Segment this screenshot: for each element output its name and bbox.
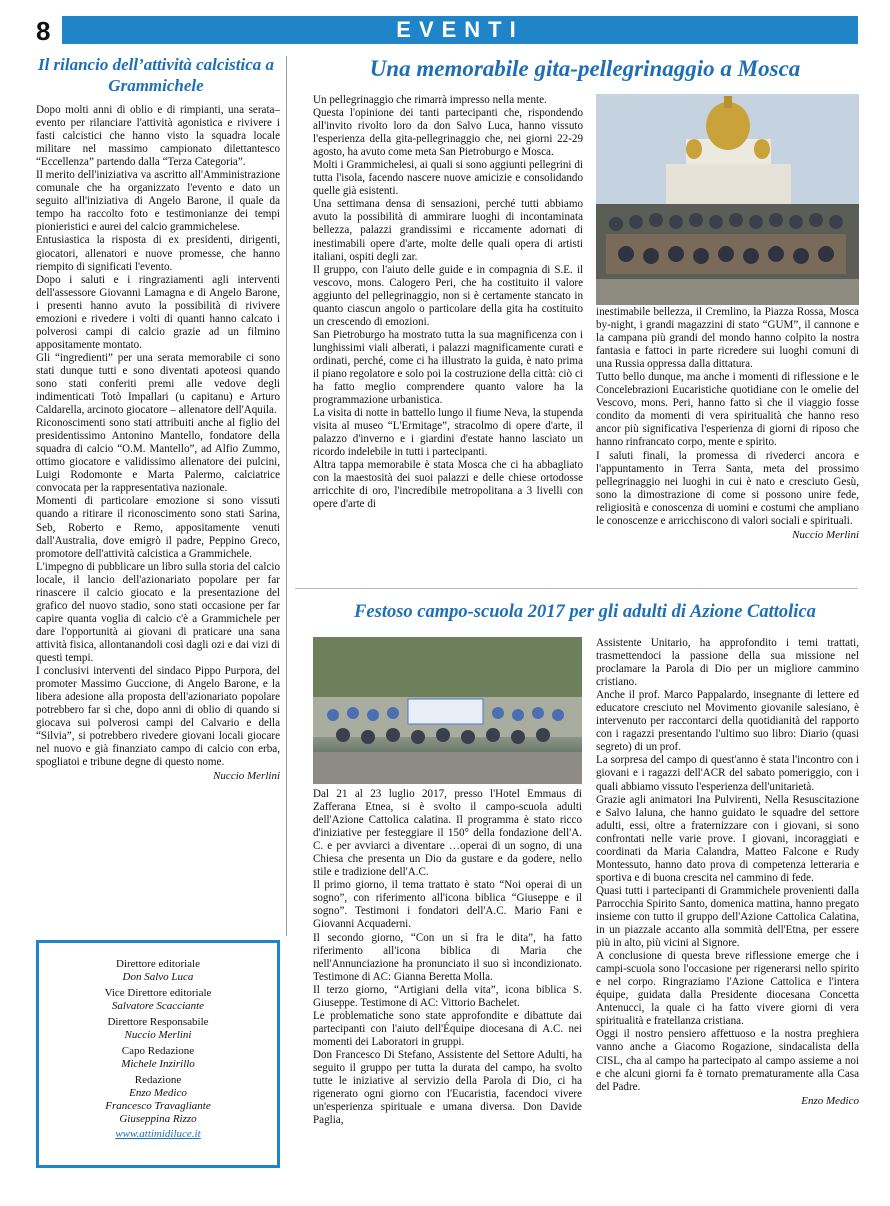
mosca-article-paragraph: Molti i Grammichelesi, ai quali si sono aggiunti pellegrini di tutta l'isola, facendo nascere nuove amicizie e consolidando quelle già esistenti. — [313, 159, 583, 198]
mosca-article-title: Una memorabile gita-pellegrinaggio a Mosca — [369, 56, 801, 81]
campo-article-paragraph: Dal 21 al 23 luglio 2017, presso l'Hotel Emmaus di Zafferana Etnea, si è svolto il campo-scuola adulti dell'Azione Cattolica calatina. Il programma è stato ricco d'iniziative per festeggiare il 150° della fondazione dell'A. C. e per avviarci a diventare …operai di un sogno, di una Chiesa che presenta un Dio da gustare e da godere, nello stile e tradizione dell'A.C. — [313, 788, 582, 879]
section-separator — [295, 588, 858, 589]
campo-article-paragraph: Grazie agli animatori Ina Pulvirenti, Nella Resuscitazione e Salvo Ialuna, che hanno guidato le squadre del settore adulti, essi, oltre a fraternizzare con i giovani, si sono confrontati nelle varie prove. I giovani, incoraggiati e coordinati da Maria Calandra, Matteo Falcone e Rudy Montessuto, hanno dato prova di competenza letteraria e sportiva e di buona crescita nel cammino di fede. — [596, 793, 859, 884]
masthead-name: Salvatore Scacciante — [111, 1000, 205, 1012]
moscow-group-photo — [596, 94, 859, 305]
left-article-paragraph: L'impegno di pubblicare un libro sulla storia del calcio locale, il lancio dell'azionariato popolare per far rinascere il calcio giocato e la presentazione del grafico del nuovo stadio, sono stati occasione per far capire quanta voglia di calcio c'è a Grammichele per dare l'opportunità ai giovani di praticare una sana attività fisica, allontanandoli così dagli ozi e dai vizi di questi tempi. — [36, 560, 280, 664]
masthead-role: Vice Direttore editoriale — [104, 987, 212, 999]
left-article-paragraph: Dopo molti anni di oblio e di rimpianti, una serata–evento per rilanciare l'attività agonistica e rivivere i fasti calcistici che hanno visto la squadra locale militare nel massimo campionato dilettantesco “Eccellenza” partendo dalla “Terza Categoria”. — [36, 104, 280, 169]
campo-article-paragraph: Don Francesco Di Stefano, Assistente del Settore Adulti, ha seguito il gruppo per tutta la durata del campo, ha svolto tutte le iniziative al servizio della Parola di Dio, ci ha rigenerato ogni giorno con l'Eucaristia, facendoci vivere un'esperienza spirituale e umana diversa. Don Davide Paglia, — [313, 1048, 582, 1127]
mosca-article-paragraph: Il gruppo, con l'aiuto delle guide e in compagnia di S.E. il vescovo, mons. Calogero Peri, che ha costituito il valore aggiunto del pellegrinaggio, non si è certamente stancato in quanto ciascun angolo o particolare della gita ha costituito un crescendo di emozioni. — [313, 263, 583, 328]
masthead-name: Enzo Medico — [129, 1087, 187, 1099]
campo-article-paragraph: A conclusione di questa breve riflessione emerge che i campi-scuola sono l'occasione per rigenerarsi nello spirito e nel corpo. Ringraziamo l'Azione Cattolica e l'intera équipe, guidata dalla Presidente diocesana Concetta Antenucci, la quale ci ha fatto vivere giorni di vera spiritualità e fratellanza cristiana. — [596, 950, 859, 1028]
mosca-article-paragraph: San Pietroburgo ha mostrato tutta la sua magnificenza con i lunghissimi viali alberati, i palazzi magnificamente curati e ordinati, perché, come ci ha illustrato la guida, è nato prima il piano regolatore e solo poi la costruzione della città: ciò ci ha fatto meglio comprendere quanto valore ha la programmazione urbanistica. — [313, 328, 583, 407]
campo-article-column-1 — [313, 788, 582, 1127]
mosca-article-paragraph: La visita di notte in battello lungo il fiume Neva, la stupenda visita al museo “L'Ermitage”, stracolmo di opere d'arte, il palazzo d'inverno e i giardini d'estate hanno lasciato un ricordo indelebile in tutti i partecipanti. — [313, 407, 583, 459]
campo-article-paragraph: La sorpresa del campo di quest'anno è stata l'incontro con i giovani e i ragazzi dell'ACR del sabato pomeriggio, con i quali abbiamo vissuto l'esperienza dell'unitarietà. — [596, 754, 859, 793]
column-divider — [286, 56, 287, 936]
campo-article-paragraph: Il primo giorno, il tema trattato è stato “Noi operai di un sogno”, con riferimento all'icona biblica “Giuseppe e il sogno”. Testimoni i fondatori dell'A.C. Mario Fani e Giovanni Acquaderni. — [313, 879, 582, 931]
campo-article-paragraph: Le problematiche sono state approfondite e dibattute dai partecipanti con l'aiuto dell'Équipe diocesana di A.C. nei momenti dei Laboratori in gruppi. — [313, 1009, 582, 1048]
page-number: 8 — [36, 16, 51, 46]
left-article-author: Nuccio Merlini — [213, 770, 280, 783]
mosca-article-paragraph: Questa l'opinione dei tanti partecipanti che, rispondendo all'invito rivolto loro da don Salvo Luca, hanno vissuto l'esperienza della gita-pellegrinaggio che, nei giorni 22-29 agosto, ha avuto come meta San Pietroburgo e Mosca. — [313, 107, 583, 159]
campo-scuola-group-photo — [313, 637, 582, 784]
left-article-title: Il rilancio dell’attività calcistica a Grammichele — [37, 55, 275, 95]
section-title: EVENTI — [396, 17, 524, 42]
masthead-name: Michele Inzirillo — [121, 1058, 195, 1070]
campo-article-paragraph: Anche il prof. Marco Pappalardo, insegnante di lettere ed educatore cresciuto nel Movimento giovanile salesiano, è intervenuto per raccontarci della quotidianità del rapporto con i ragazzi presentando l'ultimo suo libro: Diario (quasi segreto) di un prof. — [596, 689, 859, 754]
masthead-name: Nuccio Merlini — [124, 1029, 192, 1041]
masthead-role: Direttore Responsabile — [107, 1016, 209, 1028]
mosca-article-author: Nuccio Merlini — [792, 528, 859, 541]
masthead-name: Francesco Travagliante — [105, 1100, 211, 1112]
left-article-paragraph: I conclusivi interventi del sindaco Pippo Purpora, del promoter Massimo Guccione, di Angelo Barone, e la libera adesione alla proposta dell'azionariato popolare potrebbero far sì che, dopo anni di oblio di quando si giocava sui polverosi campi del Calvario e della “Silvia”, si potrebbero rivedere giovani locali giocare nel nuovo e già finanziato campo di calcio con erba, spogliatoi e tribune degne di questo nome. — [36, 665, 280, 769]
left-article-paragraph: Gli “ingredienti” per una serata memorabile ci sono stati dunque tutti e sono diventati apoteosi quando sono stati conferiti premi alle vedove degli indimenticati Totò Impallari (u capitanu) e Arturo Caldarella, arcinoto giocatore – allenatore dell'Aquila. — [36, 351, 280, 417]
mosca-article-paragraph: Un pellegrinaggio che rimarrà impresso nella mente. — [313, 94, 547, 106]
website-link[interactable]: www.attimidiluce.it — [115, 1128, 201, 1140]
masthead-role: Redazione — [134, 1074, 182, 1086]
campo-article-title: Festoso campo-scuola 2017 per gli adulti di Azione Cattolica — [354, 602, 816, 622]
left-article-paragraph: Il merito dell'iniziativa va ascritto all'Amministrazione comunale che ha organizzato l'evento e dato un seguito all'iniziativa di Angelo Barone, il quale da tempo ha raccolto foto e testimonianze dei tempi pionieristici e aurei del calcio grammichelese. — [36, 169, 280, 234]
masthead-name: Don Salvo Luca — [122, 971, 194, 983]
mosca-article-paragraph: Una settimana densa di sensazioni, perché tutti abbiamo avuto la possibilità di ammirare luoghi di incontaminata bellezza, palazzi grandissimi e riccamente adornati di inestimabili opere d'arte, molte delle quali opera di artisti italiani, ospiti degli zar. — [313, 198, 583, 263]
left-article-paragraph: Entusiastica la risposta di ex presidenti, dirigenti, giocatori, allenatori e nuove promesse, che hanno riempito di significati l'evento. — [36, 234, 280, 273]
mosca-article-paragraph: Tutto bello dunque, ma anche i momenti di riflessione e le Concelebrazioni Eucaristiche quotidiane con le omelie del Vescovo, mons. Peri, hanno fatto sì che il viaggio fosse condito da momenti di vera spiritualità che hanno reso ancor più significativa l'esperienza di giorni di riposo che hanno rinfrancato corpo, mente e spirito. — [596, 371, 859, 449]
masthead-role: Capo Redazione — [121, 1045, 195, 1057]
mosca-article-paragraph: I saluti finali, la promessa di rivederci ancora e l'appuntamento in Terra Santa, meta del prossimo pellegrinaggio nei luoghi in cui è nato e cresciuto Gesù, sono la dimostrazione di come si possono unire fede, religiosità e conoscenza di uomini e costumi che ampliano le conoscenze e arricchiscono di valori sociali e spirituali. — [596, 449, 859, 527]
left-article-paragraph: Riconoscimenti sono stati attribuiti anche al figlio del presidentissimo Antonino Mantello, fondatore della squadra di calcio “O.M. Mantello”, ad Alfio Zummo, ottimo giocatore e validissimo allenatore dei pulcini, Luigi Rodomonte e Marta Palermo, calciatrice convocata per la rappresentativa nazionale. — [36, 417, 280, 495]
campo-article-paragraph: Il terzo giorno, “Artigiani della vita”, icona biblica S. Giuseppe. Testimone di AC: Vittorio Bachelet. — [313, 983, 582, 1009]
masthead-box — [36, 940, 280, 1168]
left-article-body — [36, 104, 280, 783]
campo-article-author: Enzo Medico — [801, 1094, 859, 1107]
campo-article-paragraph: Assistente Unitario, ha approfondito i temi trattati, trasmettendoci la passione della sua missione nel proclamare la Parola di Dio per un migliore cammino cristiano. — [596, 637, 859, 689]
left-article-paragraph: Dopo i saluti e i ringraziamenti agli interventi dell'assessore Giovanni Lamagna e di Angelo Barone, i presenti hanno avuto la possibilità di rivivere emozioni e rivedere i volti di quanti hanno calcato i polverosi campi di calcio grazie ad un filmino appositamente montato. — [36, 273, 280, 351]
campo-article-paragraph: Il secondo giorno, “Con un sì fra le dita”, ha fatto riferimento all'icona biblica di Maria che nell'Annunciazione ha pronunciato il suo sì incondizionato. Testimone di AC: Gianna Beretta Molla. — [313, 931, 582, 983]
mosca-article-paragraph: inestimabile bellezza, il Cremlino, la Piazza Rossa, Mosca by-night, i grandi magazzini di stato “GUM”, il cannone e la campana più grandi del mondo hanno colpito la nostra fantasia e fattoci in parte ricredere sui luoghi comuni di una Russia oppressa dalla dittatura. — [596, 306, 859, 371]
campo-article-column-2 — [596, 637, 859, 1108]
campo-article-paragraph: Oggi il nostro pensiero affettuoso e la nostra preghiera vanno anche a Giacomo Rogazione, sindacalista della CISL, cha al campo ha partecipato al campo assieme a noi e che alcuni giorni fa è tornato prematuramente alla Casa del Padre. — [596, 1028, 859, 1093]
masthead-name: Giuseppina Rizzo — [119, 1113, 197, 1125]
mosca-article-column-2 — [596, 306, 859, 542]
campo-article-paragraph: Quasi tutti i partecipanti di Grammichele provenienti dalla Parrocchia Spirito Santo, domenica mattina, hanno pregato insieme con tutto il gruppo dell'Azione Cattolica Calatina, in un piazzale accanto alla sommità dell'Etna, per essere più in alto, più vicini al Signore. — [596, 884, 859, 950]
section-header-bar — [62, 16, 858, 44]
left-article-paragraph: Momenti di particolare emozione si sono vissuti quando a ritirare il riconoscimento sono stati Sarina, Seb, Roberto e Remo, appositamente venuti dall'Australia, dove emigrò il padre, Peppino Greco, promotore dell'attività calcistica a Grammichele. — [36, 495, 280, 560]
mosca-article-column-1 — [313, 94, 583, 512]
masthead-role: Direttore editoriale — [116, 958, 200, 970]
mosca-article-paragraph: Altra tappa memorabile è stata Mosca che ci ha abbagliato con la maestosità dei suoi palazzi e delle chiese ortodosse arricchite di oro, l'incredibile metropolitana a 3 livelli con opere d'arte di — [313, 459, 583, 511]
